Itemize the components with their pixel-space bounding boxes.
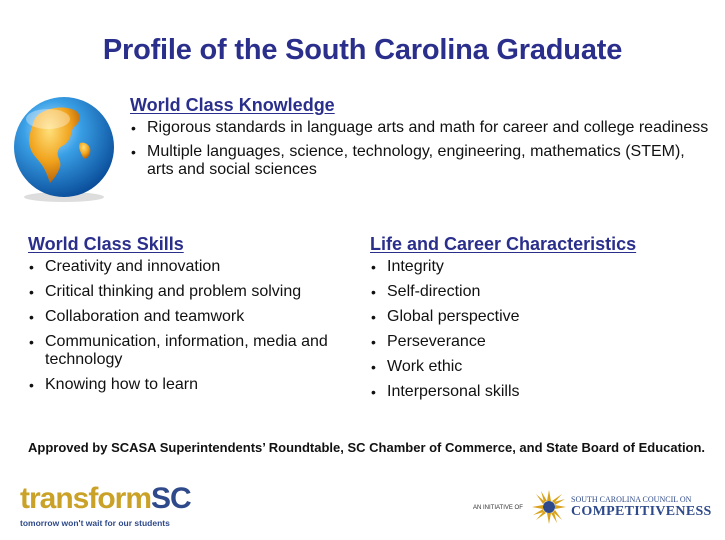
initiative-label: AN INITIATIVE OF [473, 505, 523, 511]
world-class-skills-list [28, 258, 348, 394]
council-logo [473, 487, 713, 527]
list-item: • Perseverance [370, 333, 700, 351]
transformsc-wordmark [20, 482, 191, 515]
list-item: • Multiple languages, science, technology, engineering, mathematics (STEM), arts and social sciences [130, 143, 710, 179]
life-career-section [370, 234, 700, 408]
logo-word-sc: SC [151, 482, 191, 515]
list-item: • Creativity and innovation [28, 258, 348, 276]
palmetto-sun-icon [531, 489, 567, 525]
list-item: • Global perspective [370, 308, 700, 326]
world-class-skills-heading: World Class Skills [28, 234, 184, 254]
list-item: • Collaboration and teamwork [28, 308, 348, 326]
council-name-bottom: COMPETITIVENESS [571, 504, 712, 519]
approval-note: Approved by SCASA Superintendents’ Roundtable, SC Chamber of Commerce, and State Board of Education. [28, 440, 706, 455]
transformsc-logo [20, 482, 191, 530]
world-class-knowledge-heading: World Class Knowledge [130, 95, 335, 115]
logo-word-transform: transform [20, 482, 152, 515]
list-item: • Communication, information, media and technology [28, 333, 348, 369]
list-item: • Rigorous standards in language arts and math for career and college readiness [130, 119, 710, 137]
world-class-knowledge-list [130, 119, 710, 179]
list-item: • Knowing how to learn [28, 376, 348, 394]
page-title: Profile of the South Carolina Graduate [102, 34, 623, 66]
life-career-list [370, 258, 700, 401]
list-item: • Interpersonal skills [370, 383, 700, 401]
list-item: • Work ethic [370, 358, 700, 376]
list-item: • Integrity [370, 258, 700, 276]
world-class-skills-section [28, 234, 348, 401]
council-name-top: SOUTH CAROLINA COUNCIL ON [571, 495, 692, 504]
list-item: • Self-direction [370, 283, 700, 301]
list-item: • Critical thinking and problem solving [28, 283, 348, 301]
world-class-knowledge-section [130, 95, 710, 185]
life-career-heading: Life and Career Characteristics [370, 234, 637, 254]
logo-tagline: tomorrow won't wait for our students [20, 518, 170, 528]
globe-icon [8, 93, 120, 205]
